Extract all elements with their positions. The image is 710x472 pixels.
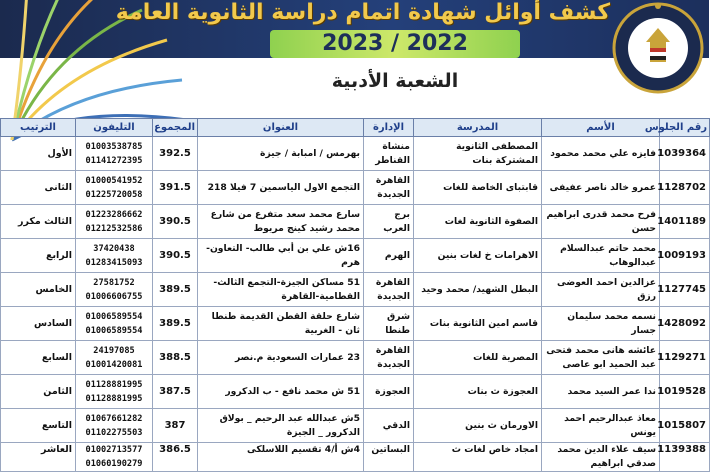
address: 51 ش محمد نافع - ب الدكرور	[198, 375, 364, 409]
seat-number: 1129271	[660, 341, 710, 375]
rank: الثامن	[1, 375, 76, 409]
page-title: كشف أوائل شهادة اتمام دراسة الثانوية العامة	[115, 0, 610, 25]
address: شارع حلقة القطن القديمة طنطا ثان - الغربية	[198, 307, 364, 341]
col-name: الأسم	[542, 119, 660, 137]
total-score: 390.5	[153, 205, 198, 239]
table-row	[1, 137, 710, 171]
table-row	[1, 443, 710, 472]
phone-1: 01002713577	[85, 445, 143, 455]
phone-1: 01128881995	[85, 379, 143, 390]
student-name: فايزه علي محمد محمود	[542, 137, 660, 171]
administration: العجوزة	[364, 375, 414, 409]
address: سارع محمد سعد متفرع من شارع محمد رشيد كينج مريوط	[198, 205, 364, 239]
rank: السابع	[1, 341, 76, 375]
total-score: 391.5	[153, 171, 198, 205]
administration: الهرم	[364, 239, 414, 273]
phone-1: 01003538785	[85, 141, 143, 152]
administration: برج العرب	[364, 205, 414, 239]
school-name: البطل الشهيد/ محمد وحيد	[414, 273, 542, 307]
total-score: 387.5	[153, 375, 198, 409]
phone-numbers	[76, 205, 153, 239]
administration: القاهرة الجديدة	[364, 273, 414, 307]
phone-numbers	[76, 409, 153, 443]
rank: الرابع	[1, 239, 76, 273]
phone-2: 01212532586	[85, 223, 143, 234]
administration: شرق طنطا	[364, 307, 414, 341]
table-row	[1, 375, 710, 409]
table-row	[1, 205, 710, 239]
total-score: 388.5	[153, 341, 198, 375]
phone-1: 27581752	[93, 277, 135, 288]
results-table	[0, 118, 710, 472]
phone-numbers	[76, 171, 153, 205]
col-rank: الترتيب	[1, 119, 76, 137]
student-name: عائشه هانى محمد فتحى عبد الحميد ابو عاصى	[542, 341, 660, 375]
student-name: عمرو خالد ناصر عفيفى	[542, 171, 660, 205]
table-row	[1, 171, 710, 205]
col-total: المجموع	[153, 119, 198, 137]
phone-numbers	[76, 443, 153, 472]
col-seat: رقم الجلوس	[660, 119, 710, 137]
phone-numbers	[76, 341, 153, 375]
seat-number: 1139388	[660, 443, 710, 472]
rank: التاسع	[1, 409, 76, 443]
table-row	[1, 409, 710, 443]
phone-2: 01060190279	[85, 459, 143, 469]
seat-number: 1039364	[660, 137, 710, 171]
phone-1: 37420438	[93, 243, 135, 254]
phone-2: 01141272395	[85, 155, 143, 166]
student-name: معاذ عبدالرحيم احمد يونس	[542, 409, 660, 443]
school-name: قابتباى الخاصة للغات	[414, 171, 542, 205]
rank: الثالث مكرر	[1, 205, 76, 239]
section-title: الشعبة الأدبية	[331, 70, 459, 92]
address: 51 مساكن الجيزة-التجمع الثالث-القطامية-القاهرة	[198, 273, 364, 307]
student-name: عزالدين احمد العوضى رزق	[542, 273, 660, 307]
seat-number: 1019528	[660, 375, 710, 409]
seat-number: 1401189	[660, 205, 710, 239]
phone-1: 01000541952	[85, 175, 143, 186]
phone-numbers	[76, 307, 153, 341]
phone-1: 01006589554	[85, 311, 143, 322]
student-name: نسمه محمد سليمان جسار	[542, 307, 660, 341]
table-row	[1, 239, 710, 273]
administration: القاهرة الجديدة	[364, 341, 414, 375]
rank: العاشر	[1, 443, 76, 472]
total-score: 387	[153, 409, 198, 443]
address: بهرمس / امبابة / جيزة	[198, 137, 364, 171]
phone-2: 01006589554	[85, 325, 143, 336]
col-address: العنوان	[198, 119, 364, 137]
table-row	[1, 307, 710, 341]
col-admin: الإدارة	[364, 119, 414, 137]
student-name: ندا عمر السيد محمد	[542, 375, 660, 409]
phone-numbers	[76, 375, 153, 409]
address: 23 عمارات السعودية م.نصر	[198, 341, 364, 375]
student-name: فرح محمد قدرى ابراهيم حسن	[542, 205, 660, 239]
phone-2: 01283415093	[85, 257, 143, 268]
seat-number: 1015807	[660, 409, 710, 443]
school-name: الصفوة الثانوية لغات	[414, 205, 542, 239]
total-score: 386.5	[153, 443, 198, 472]
rank: الأول	[1, 137, 76, 171]
phone-2: 01225720058	[85, 189, 143, 200]
school-name: العجوزة ث بنات	[414, 375, 542, 409]
phone-numbers	[76, 273, 153, 307]
school-name: المصطفى الثانوية المشتركة بنات	[414, 137, 542, 171]
phone-2: 01102275503	[85, 427, 143, 438]
table-header-row	[1, 119, 710, 137]
academic-year-badge: 2023 / 2022	[270, 30, 520, 58]
seat-number: 1428092	[660, 307, 710, 341]
school-name: قاسم امين الثانوية بنات	[414, 307, 542, 341]
school-name: امجاد خاص لغات ث	[414, 443, 542, 472]
school-name: المصرية للغات	[414, 341, 542, 375]
ministry-logo-icon	[612, 2, 704, 94]
page-header	[0, 0, 709, 118]
phone-numbers	[76, 239, 153, 273]
total-score: 389.5	[153, 307, 198, 341]
school-name: الاورمان ث بنين	[414, 409, 542, 443]
table-row	[1, 341, 710, 375]
phone-1: 24197085	[93, 345, 135, 356]
phone-2: 01001420081	[85, 359, 143, 370]
phone-1: 01067661282	[85, 413, 143, 424]
rank: الثانى	[1, 171, 76, 205]
col-school: المدرسة	[414, 119, 542, 137]
phone-numbers	[76, 137, 153, 171]
rank: الخامس	[1, 273, 76, 307]
administration: منشاة القناطر	[364, 137, 414, 171]
total-score: 389.5	[153, 273, 198, 307]
address: 4ش أ/4 تقسيم اللاسلكى	[198, 443, 364, 472]
address: 16ش علي بن أبي طالب- التعاون- هرم	[198, 239, 364, 273]
table-row	[1, 273, 710, 307]
student-name: محمد حاتم عبدالسلام عبدالوهاب	[542, 239, 660, 273]
phone-2: 01006606755	[85, 291, 143, 302]
phone-1: 01223286662	[85, 209, 143, 220]
rank: السادس	[1, 307, 76, 341]
seat-number: 1128702	[660, 171, 710, 205]
school-name: الاهرامات خ لغات بنين	[414, 239, 542, 273]
seat-number: 1127745	[660, 273, 710, 307]
student-name: سيف علاء الدين محمد صدقي ابراهيم	[542, 443, 660, 472]
seat-number: 1009193	[660, 239, 710, 273]
administration: البساتين	[364, 443, 414, 472]
phone-2: 01128881995	[85, 393, 143, 404]
administration: الدقي	[364, 409, 414, 443]
col-phone: التليفون	[76, 119, 153, 137]
address: 5ش عبدالله عبد الرحيم _ بولاق الدكرور _ الجيزة	[198, 409, 364, 443]
administration: القاهرة الجديدة	[364, 171, 414, 205]
total-score: 390.5	[153, 239, 198, 273]
address: التجمع الاول الياسمين 7 فيلا 218	[198, 171, 364, 205]
total-score: 392.5	[153, 137, 198, 171]
